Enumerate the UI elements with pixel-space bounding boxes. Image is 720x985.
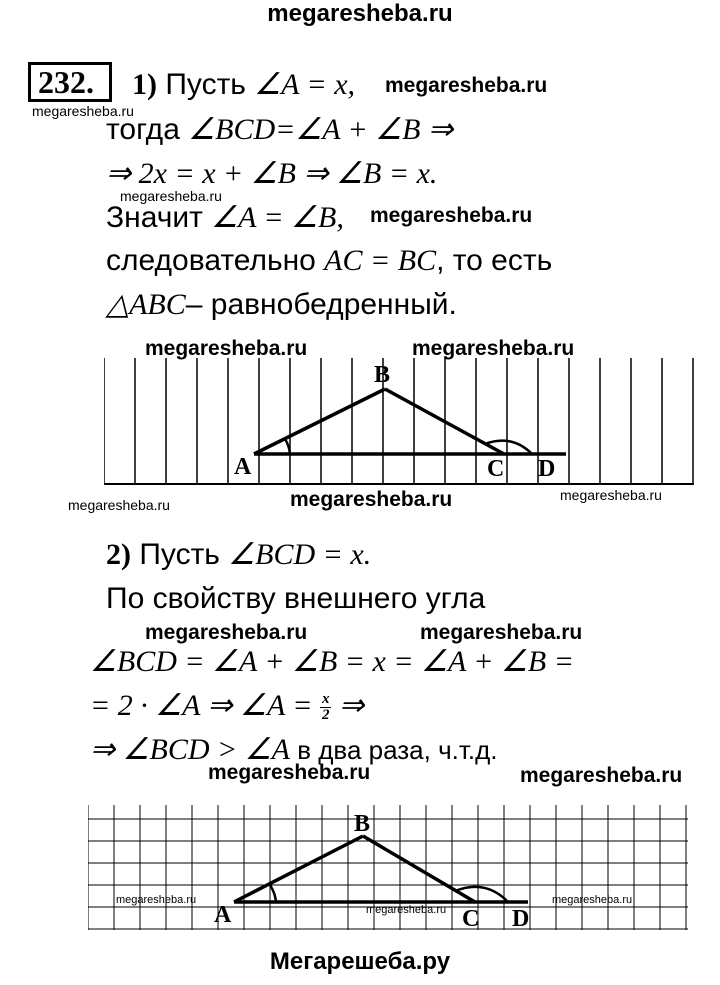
watermark: megaresheba.ru [366, 904, 447, 916]
part1-line5-math: AC = BC [324, 244, 437, 277]
label-a: A [214, 902, 232, 928]
part1-line3-math: ⇒ 2x = x + ∠B ⇒ ∠B = x. [106, 157, 438, 190]
figure-1-triangle [104, 358, 694, 486]
watermark-top: megaresheba.ru [267, 0, 453, 27]
segment-bc [363, 836, 475, 902]
part2-line4-math: = 2 · ∠A ⇒ ∠A = [90, 689, 320, 722]
part1-line5-text: следовательно [106, 244, 325, 277]
watermark: megaresheba.ru [412, 337, 575, 360]
label-d: D [538, 456, 556, 482]
part2-line1-math: ∠BCD = x. [228, 538, 372, 571]
label-c: C [487, 456, 505, 482]
watermark: megaresheba.ru [290, 488, 453, 511]
part1-line4-text: Значит [106, 201, 212, 234]
watermark: megaresheba.ru [68, 497, 170, 513]
part1-line1-math: ∠A = x, [254, 68, 356, 101]
part1-line6 [106, 288, 457, 322]
part1-line4 [106, 201, 344, 235]
part1-line4-math: ∠A = ∠B, [211, 201, 344, 234]
part2-label: 2) [106, 538, 131, 571]
segment-ab [254, 389, 385, 454]
part1-line5 [106, 244, 552, 278]
watermark: megaresheba.ru [560, 487, 662, 503]
part2-line1 [106, 538, 371, 572]
part2-line3 [90, 645, 574, 679]
label-a: A [234, 454, 252, 480]
part1-label: 1) [132, 68, 157, 101]
label-b: B [374, 362, 391, 388]
part1-line2-text: тогда [106, 113, 189, 146]
part2-line5-post: в два раза, ч.т.д. [290, 735, 498, 765]
part1-line5-post: , то есть [436, 244, 553, 277]
watermark: megaresheba.ru [370, 204, 533, 227]
fraction-x-over-2 [320, 692, 332, 723]
part2-line4-tail: ⇒ [331, 689, 365, 722]
watermark: megaresheba.ru [552, 894, 633, 906]
part1-line6-post: – равнобедренный. [185, 288, 457, 321]
part2-line4 [90, 689, 364, 723]
watermark: megaresheba.ru [116, 894, 197, 906]
angle-a-arc [270, 885, 276, 902]
watermark: megaresheba.ru [385, 74, 548, 97]
watermark: megaresheba.ru [145, 337, 308, 360]
watermark: megaresheba.ru [32, 103, 134, 119]
part2-line5-math: ⇒ ∠BCD > ∠A [90, 733, 290, 766]
watermark: megaresheba.ru [208, 761, 371, 784]
part1-line6-math: △ABC [106, 288, 186, 321]
watermark: megaresheba.ru [520, 764, 683, 787]
part1-line2-math: ∠BCD=∠A + ∠B ⇒ [188, 113, 454, 146]
part1-line1 [132, 68, 355, 102]
problem-number: 232. [38, 64, 94, 100]
label-b: B [354, 811, 371, 837]
watermark: megaresheba.ru [120, 188, 222, 204]
watermark: megaresheba.ru [145, 621, 308, 644]
fraction-numerator: x [321, 690, 330, 707]
watermark-bottom: Мегарешеба.ру [269, 948, 451, 975]
part2-line1-text: Пусть [139, 538, 229, 571]
part2-line3-math: ∠BCD = ∠A + ∠B = x = ∠A + ∠B = [90, 645, 574, 678]
fraction-denominator: 2 [321, 706, 330, 723]
part1-line1-text: Пусть [165, 68, 255, 101]
segment-ab [234, 836, 363, 902]
part2-line2: По свойству внешнего угла [106, 582, 486, 615]
watermark: megaresheba.ru [420, 621, 583, 644]
part1-line2 [106, 113, 453, 147]
label-c: C [462, 906, 480, 932]
part1-line3 [106, 157, 437, 191]
label-d: D [512, 906, 530, 932]
